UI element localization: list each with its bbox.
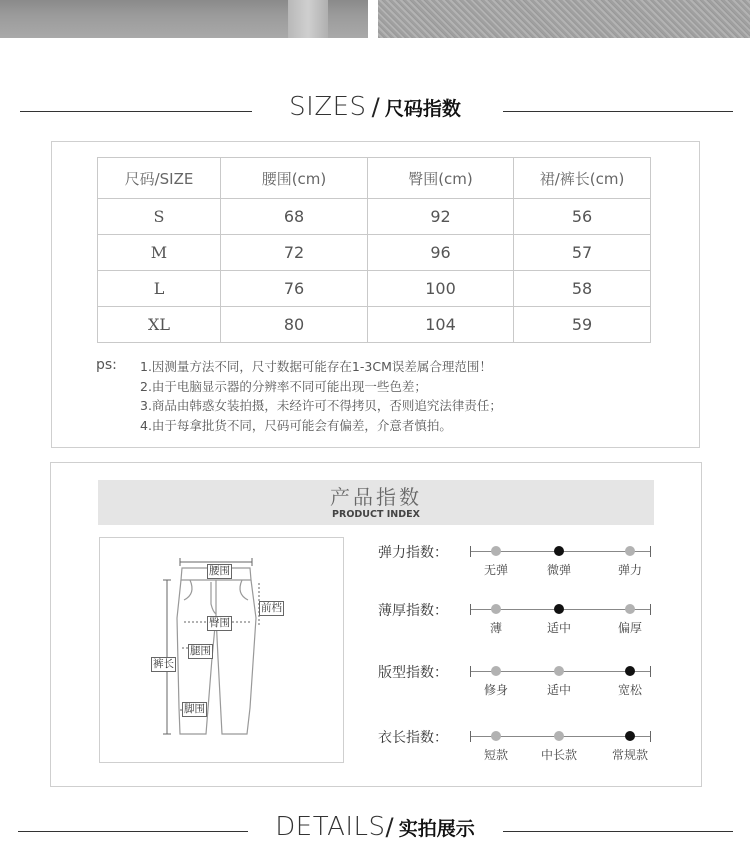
scale-dot	[625, 546, 635, 556]
diagram-label-hem: 脚围	[184, 703, 205, 715]
index-row-label: 版型指数：	[378, 665, 448, 681]
details-heading-slash: /	[385, 813, 394, 841]
scale-dot	[491, 666, 501, 676]
notes-list	[140, 357, 502, 435]
header-length: 裙/裤长(cm)	[514, 158, 651, 199]
note-item: 2.由于电脑显示器的分辨率不同可能出现一些色差；	[140, 378, 427, 394]
notes-label: ps:	[96, 357, 117, 373]
sizes-heading-slash: /	[371, 93, 380, 121]
note-item: 3.商品由韩惑女装拍摄，未经许可不得拷贝，否则追究法律责任；	[140, 398, 502, 414]
table-row	[98, 271, 651, 307]
length-cell: 57	[514, 235, 651, 271]
diagram-label-thigh: 腿围	[190, 645, 211, 657]
scale-dot	[491, 731, 501, 741]
diagram-label-length: 裤长	[153, 658, 174, 670]
waist-cell: 72	[221, 235, 368, 271]
product-index-title-en: PRODUCT INDEX	[332, 509, 420, 520]
hip-cell: 92	[368, 199, 514, 235]
scale-option: 无弹	[483, 563, 508, 577]
pants-diagram	[99, 537, 344, 763]
size-table-header	[98, 158, 651, 199]
index-row-length	[378, 730, 678, 776]
diagram-label-front-rise: 前档	[261, 602, 282, 614]
scale-option: 适中	[546, 683, 571, 697]
table-row	[98, 307, 651, 343]
index-row-elasticity	[378, 545, 678, 591]
scale-option: 适中	[546, 621, 571, 635]
scale-option: 宽松	[617, 683, 642, 697]
length-cell: 59	[514, 307, 651, 343]
scale-option: 薄	[489, 621, 502, 635]
scale-option: 短款	[483, 748, 508, 762]
details-heading-cn: 实拍展示	[398, 818, 475, 840]
scale-dot	[491, 604, 501, 614]
scale-option: 偏厚	[617, 621, 642, 635]
waist-cell: 76	[221, 271, 368, 307]
index-row-label: 衣长指数：	[378, 730, 448, 746]
note-item: 4.由于每拿批货不同，尺码可能会有偏差，介意者慎拍。	[140, 417, 452, 433]
product-photo-right	[378, 0, 750, 38]
scale-dot	[554, 666, 564, 676]
length-cell: 56	[514, 199, 651, 235]
hip-cell: 100	[368, 271, 514, 307]
sizes-heading-cn: 尺码指数	[384, 98, 461, 120]
header-hip: 臀围(cm)	[368, 158, 514, 199]
waist-cell: 80	[221, 307, 368, 343]
size-cell: S	[98, 199, 221, 235]
scale-dot	[625, 604, 635, 614]
scale-dot	[491, 546, 501, 556]
sizes-heading-en: SIZES	[289, 92, 367, 122]
hip-cell: 104	[368, 307, 514, 343]
scale-option: 微弹	[546, 563, 571, 577]
scale-dot-selected	[625, 731, 635, 741]
scale-dot-selected	[625, 666, 635, 676]
size-cell: XL	[98, 307, 221, 343]
scale-option: 中长款	[540, 748, 577, 762]
scale-option: 弹力	[617, 563, 642, 577]
size-cell: M	[98, 235, 221, 271]
size-table	[97, 157, 651, 343]
size-cell: L	[98, 271, 221, 307]
diagram-label-waist: 腰围	[209, 565, 230, 577]
scale-option: 常规款	[611, 748, 648, 762]
header-waist: 腰围(cm)	[221, 158, 368, 199]
product-photo-left	[0, 0, 368, 38]
table-row	[98, 199, 651, 235]
sizes-heading	[0, 92, 750, 132]
length-cell: 58	[514, 271, 651, 307]
index-row-thickness	[378, 603, 678, 649]
waist-cell: 68	[221, 199, 368, 235]
scale-option: 修身	[483, 683, 508, 697]
index-row-label: 弹力指数：	[378, 545, 448, 561]
details-heading	[0, 812, 750, 852]
scale-dot-selected	[554, 604, 564, 614]
index-row-fit	[378, 665, 678, 711]
scale-dot-selected	[554, 546, 564, 556]
note-item: 1.因测量方法不同，尺寸数据可能存在1-3CM误差属合理范围！	[140, 359, 492, 374]
scale-dot	[554, 731, 564, 741]
index-row-label: 薄厚指数：	[378, 603, 448, 619]
hip-cell: 96	[368, 235, 514, 271]
header-size: 尺码/SIZE	[98, 158, 221, 199]
details-heading-en: DETAILS	[275, 812, 386, 842]
diagram-label-hip: 臀围	[209, 617, 230, 629]
product-index-title-cn: 产品指数	[330, 485, 422, 509]
product-index-banner	[98, 480, 654, 525]
table-row	[98, 235, 651, 271]
